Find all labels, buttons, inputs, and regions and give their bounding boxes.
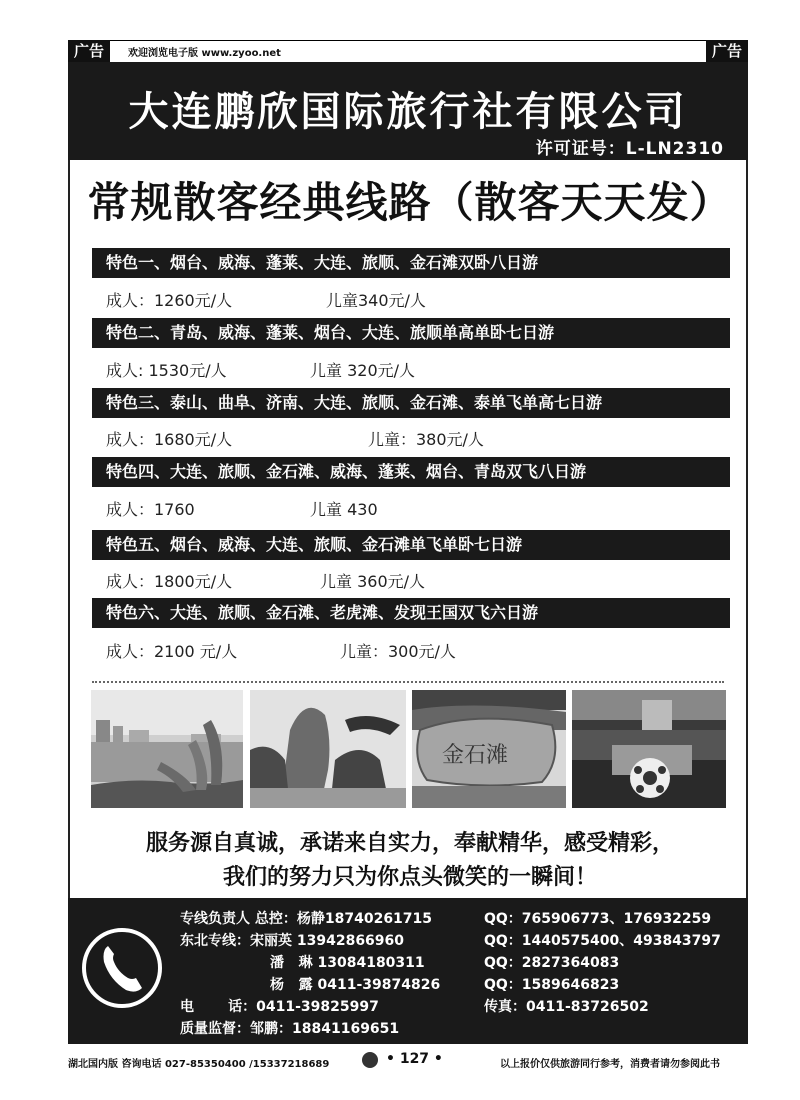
child-price: 儿童：380元/人 xyxy=(368,430,484,449)
ad-tag-right: 广告 xyxy=(706,40,748,62)
route-title: 特色一、烟台、威海、蓬莱、大连、旅顺、金石滩双卧八日游 xyxy=(92,248,730,278)
page-number: • 127 • xyxy=(386,1051,443,1067)
contact-manager: 专线负责人 总控：杨静18740261715 xyxy=(180,911,433,927)
adult-price: 成人：1760 xyxy=(106,500,195,519)
contact-fax: 传真：0411-83726502 xyxy=(484,999,649,1015)
ad-tag-left: 广告 xyxy=(68,40,110,62)
contact-panel xyxy=(68,898,748,1044)
route-title: 特色五、烟台、威海、大连、旅顺、金石滩单飞单卧七日游 xyxy=(92,530,730,560)
route-title: 特色二、青岛、威海、蓬莱、烟台、大连、旅顺单高单卧七日游 xyxy=(92,318,730,348)
site-url: 欢迎浏览电子版 www.zyoo.net xyxy=(128,48,281,59)
contact-qq-3: QQ：2827364083 xyxy=(484,955,620,971)
stone-inscription: 金石滩 xyxy=(442,743,509,768)
footer-right: 以上报价仅供旅游同行参考，消费者请勿参阅此书 xyxy=(500,1059,720,1070)
headline: 常规散客经典线路（散客天天发） xyxy=(87,178,733,227)
slogan-line-1: 服务源自真诚，承诺来自实力，奉献精华，感受精彩， xyxy=(145,831,674,856)
photo-dolphin-sculpture xyxy=(91,690,243,808)
contact-phone: 电 话：0411-39825997 xyxy=(180,999,379,1015)
photo-football-plaza xyxy=(572,690,726,808)
contact-qq-1: QQ：765906773、176932259 xyxy=(484,911,712,927)
adult-price: 成人：1260元/人 xyxy=(106,291,233,310)
adult-price: 成人：1680元/人 xyxy=(106,430,233,449)
child-price: 儿童：300元/人 xyxy=(340,642,456,661)
phone-icon xyxy=(82,928,162,1008)
contact-pan-lin: 潘 琳 13084180311 xyxy=(270,955,425,971)
route-title: 特色六、大连、旅顺、金石滩、老虎滩、发现王国双飞六日游 xyxy=(92,598,730,628)
contact-quality: 质量监督：邹鹏：18841169651 xyxy=(180,1021,400,1037)
dotted-divider xyxy=(92,681,724,683)
company-name: 大连鹏欣国际旅行社有限公司 xyxy=(128,89,688,135)
footer-left: 湖北国内版 咨询电话 027-85350400 /15337218689 xyxy=(68,1059,330,1070)
contact-northeast: 东北专线：宋丽英 13942866960 xyxy=(180,933,405,949)
child-price: 儿童 320元/人 xyxy=(310,361,416,380)
photo-golden-pebble-stone xyxy=(412,690,566,808)
child-price: 儿童 430 xyxy=(310,500,378,519)
slogan-line-2: 我们的努力只为你点头微笑的一瞬间！ xyxy=(222,865,597,890)
child-price: 儿童340元/人 xyxy=(326,291,426,310)
route-title: 特色四、大连、旅顺、金石滩、威海、蓬莱、烟台、青岛双飞八日游 xyxy=(92,457,730,487)
route-title: 特色三、泰山、曲阜、济南、大连、旅顺、金石滩、泰单飞单高七日游 xyxy=(92,388,730,418)
page-logo-icon xyxy=(362,1052,378,1068)
adult-price: 成人：1800元/人 xyxy=(106,572,233,591)
contact-qq-4: QQ：1589646823 xyxy=(484,977,620,993)
photo-rock-coast xyxy=(250,690,406,808)
adult-price: 成人: 1530元/人 xyxy=(106,361,227,380)
child-price: 儿童 360元/人 xyxy=(320,572,426,591)
license-number: 许可证号：L-LN2310 xyxy=(535,139,724,159)
adult-price: 成人：2100 元/人 xyxy=(106,642,238,661)
company-header xyxy=(68,62,748,160)
contact-qq-2: QQ：1440575400、493843797 xyxy=(484,933,721,949)
contact-yang-lu: 杨 露 0411-39874826 xyxy=(270,977,441,993)
